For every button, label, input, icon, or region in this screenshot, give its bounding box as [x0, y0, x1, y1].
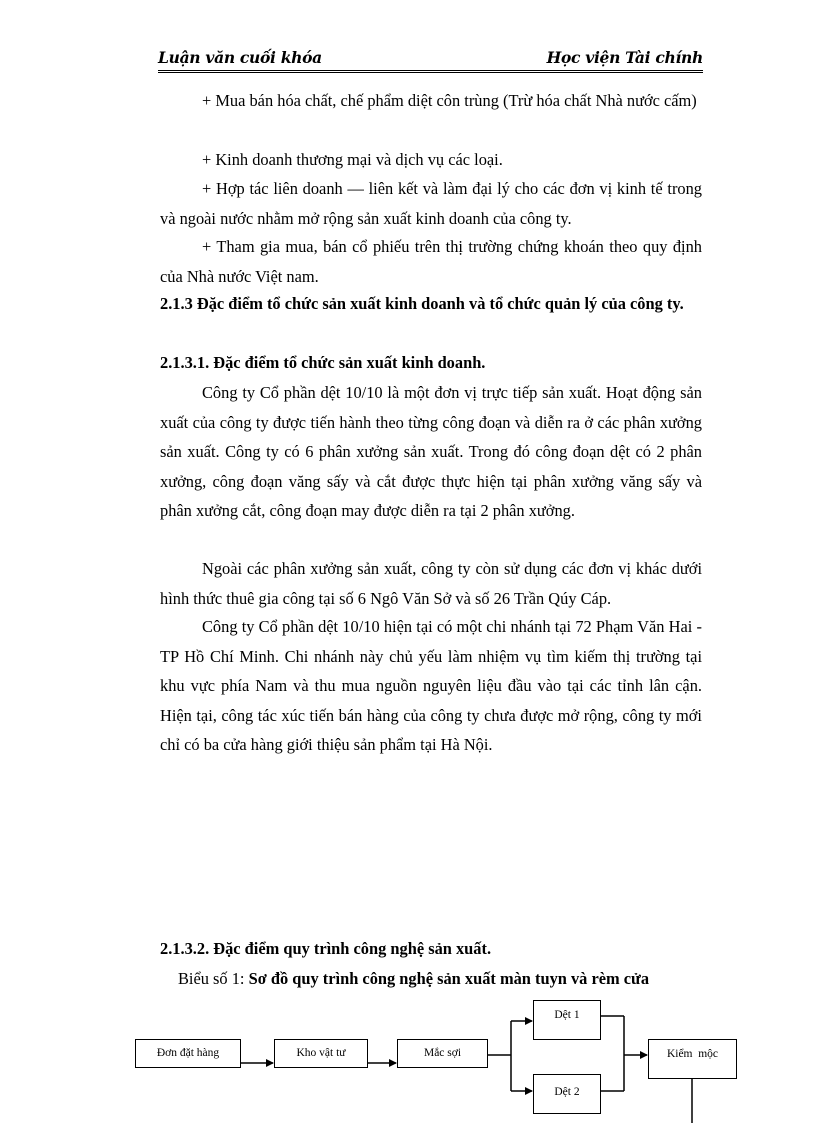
paragraph-joint-venture: + Hợp tác liên doanh — liên kết và làm đại lý cho các đơn vị kinh tế trong và ngoài nước nhằm mở rộng sản xuất kinh doanh của công ty.	[160, 179, 702, 228]
paragraph-production: Công ty Cổ phần dệt 10/10 là một đơn vị trực tiếp sản xuất. Hoạt động sản xuất của công ty được tiến hành theo từng công đoạn và diễn ra ở các phân xưởng sản xuất. Công ty có 6 phân xưởng sản xuất. Trong đó công đoạn dệt có 2 phân xưởng, công đoạn văng sấy và cắt được thực hiện tại phân xưởng văng sấy và phân xưởng cắt, công đoạn may được diễn ra tại 2 phân xưởng.	[160, 383, 702, 520]
header-left-title: Luận văn cuối khóa	[158, 48, 322, 67]
paragraph-stocks: + Tham gia mua, bán cổ phiếu trên thị trường chứng khoán theo quy định của Nhà nước Việt nam.	[160, 237, 702, 286]
heading-2-1-3-2: 2.1.3.2. Đặc điểm quy trình công nghệ sản xuất.	[160, 939, 492, 958]
paragraph-chemicals: + Mua bán hóa chất, chế phẩm diệt côn trùng (Trừ hóa chất Nhà nước cấm)	[202, 91, 697, 110]
heading-2-1-3-1: 2.1.3.1. Đặc điểm tổ chức sản xuất kinh doanh.	[160, 353, 486, 372]
box-kiem-moc: Kiểm mộc	[648, 1039, 737, 1079]
box-det-1: Dệt 1	[533, 1000, 601, 1040]
paragraph-trade: + Kinh doanh thương mại và dịch vụ các loại.	[202, 150, 503, 169]
box-mac-soi: Mắc sợi	[397, 1039, 488, 1068]
box-kho-vat-tu: Kho vật tư	[274, 1039, 368, 1068]
header-right-title: Học viện Tài chính	[546, 48, 703, 67]
caption-title: Sơ đồ quy trình công nghệ sản xuất màn tuyn và rèm cửa	[248, 969, 650, 988]
box-det-2: Dệt 2	[533, 1074, 601, 1114]
paragraph-outsourcing: Ngoài các phân xưởng sản xuất, công ty còn sử dụng các đơn vị khác dưới hình thức thuê gia công tại số 6 Ngô Văn Sở và số 26 Trần Qúy Cáp.	[160, 559, 702, 608]
box-don-dat-hang: Đơn đặt hàng	[135, 1039, 241, 1068]
heading-2-1-3: 2.1.3 Đặc điểm tổ chức sản xuất kinh doanh và tổ chức quản lý của công ty.	[160, 294, 684, 313]
caption-prefix: Biểu số 1:	[178, 969, 249, 988]
paragraph-branch: Công ty Cổ phần dệt 10/10 hiện tại có một chi nhánh tại 72 Phạm Văn Hai - TP Hồ Chí Minh. Chi nhánh này chủ yếu làm nhiệm vụ tìm kiếm thị trường tại khu vực phía Nam và thu mua nguồn nguyên liệu đầu vào tại các tỉnh lân cận. Hiện tại, công tác xúc tiến bán hàng của công ty chưa được mở rộng, công ty mới chỉ có ba cửa hàng giới thiệu sản phẩm tại Hà Nội.	[160, 617, 702, 754]
